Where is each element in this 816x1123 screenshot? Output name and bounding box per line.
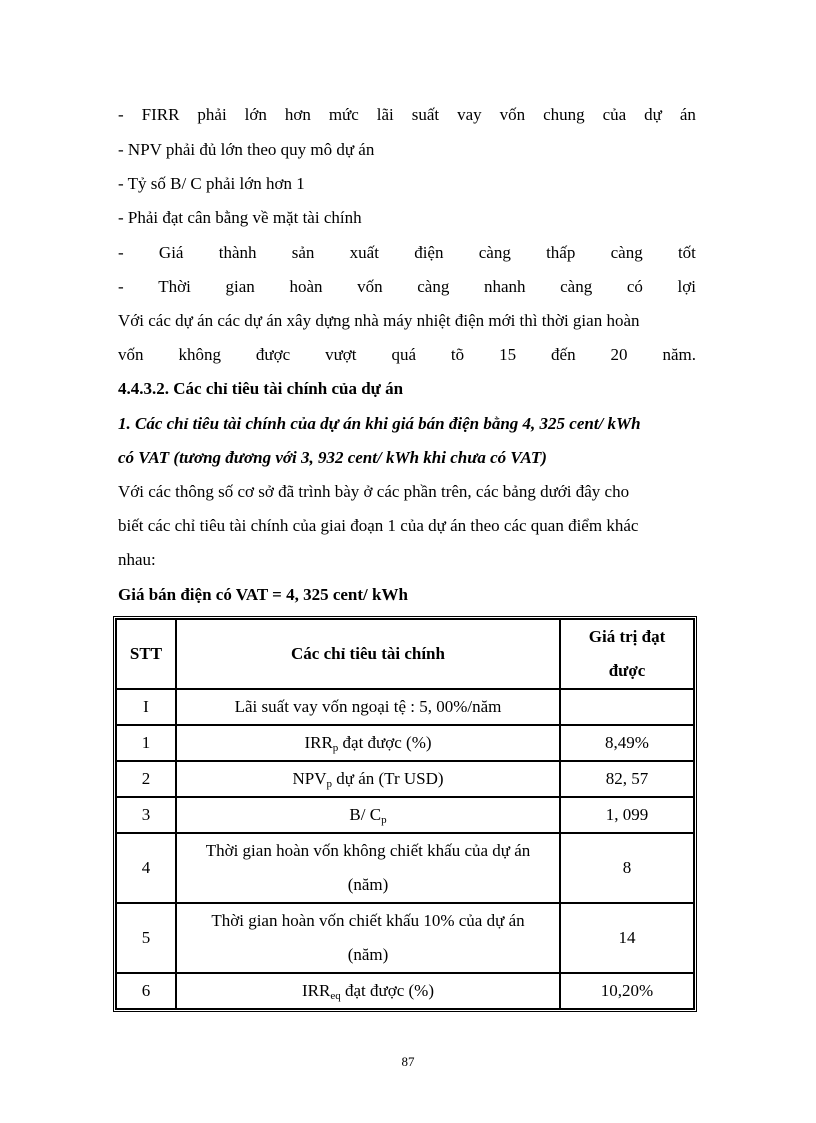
indicator-line: (năm)	[347, 875, 389, 894]
word: được	[255, 345, 291, 364]
indicator-symbol: IRR	[302, 981, 331, 1000]
subsection-heading: có VAT (tương đương với 3, 932 cent/ kWh khi chưa có VAT)	[118, 448, 547, 467]
cell-indicator	[176, 761, 560, 797]
word: án	[679, 105, 696, 124]
word: càng	[478, 243, 511, 262]
cell-value: 82, 57	[560, 761, 694, 797]
word: -	[118, 243, 124, 262]
bullet-financial-balance: - Phải đạt cân bằng về mặt tài chính	[118, 208, 362, 227]
indicator-text: đạt được (%)	[340, 981, 434, 1000]
word: 15	[499, 345, 517, 364]
table-row	[116, 689, 694, 725]
table-header-row	[116, 619, 694, 689]
word: Giá	[158, 243, 184, 262]
word: điện	[414, 243, 444, 262]
word: vay	[457, 105, 482, 124]
word: hoàn	[289, 277, 323, 296]
word: FIRR	[141, 105, 180, 124]
table-row	[116, 725, 694, 761]
indicator-line: Thời gian hoàn vốn chiết khấu 10% của dự án	[211, 911, 525, 930]
word: vốn	[118, 345, 144, 364]
section-heading: 4.4.3.2. Các chỉ tiêu tài chính của dự án	[118, 379, 404, 398]
word: -	[118, 105, 124, 124]
indicator-line: Thời gian hoàn vốn không chiết khấu của dự án	[205, 841, 531, 860]
word: gian	[225, 277, 255, 296]
word: càng	[560, 277, 593, 296]
word: 20	[610, 345, 628, 364]
word: đến	[551, 345, 576, 364]
cell-indicator	[176, 973, 560, 1009]
word: của	[602, 105, 627, 124]
indicator-subscript: p	[332, 742, 339, 754]
paragraph-line	[118, 344, 696, 366]
word: dự	[644, 105, 662, 124]
word: chung	[543, 105, 585, 124]
cell-value: 8,49%	[560, 725, 694, 761]
cell-indicator	[176, 725, 560, 761]
word: lợi	[677, 277, 696, 296]
word: lớn	[244, 105, 267, 124]
word: không	[178, 345, 221, 364]
subsection-heading: 1. Các chỉ tiêu tài chính của dự án khi giá bán điện bằng 4, 325 cent/ kWh	[118, 414, 641, 433]
bullet-bc-ratio: - Tỷ số B/ C phải lớn hơn 1	[118, 174, 305, 193]
cell-value: 1, 099	[560, 797, 694, 833]
cell-indicator	[176, 797, 560, 833]
word: vượt	[325, 345, 357, 364]
word: vốn	[499, 105, 526, 124]
header-value-line: được	[608, 661, 646, 680]
cell-value	[560, 689, 694, 725]
cell-stt: 5	[116, 903, 176, 973]
cell-stt: 2	[116, 761, 176, 797]
cell-stt: 3	[116, 797, 176, 833]
table-row	[116, 797, 694, 833]
bullet-firr	[118, 104, 696, 126]
table-row	[116, 973, 694, 1009]
word: quá	[391, 345, 416, 364]
word: mức	[328, 105, 359, 124]
cell-indicator	[176, 903, 560, 973]
indicator-subscript: eq	[330, 990, 341, 1002]
word: suất	[411, 105, 440, 124]
word: -	[118, 277, 124, 296]
word: vốn	[357, 277, 383, 296]
table-row	[116, 761, 694, 797]
word: hơn	[284, 105, 311, 124]
cell-value: 8	[560, 833, 694, 903]
financial-indicators-table	[113, 616, 697, 1012]
page-number: 87	[401, 1054, 415, 1069]
cell-stt: 1	[116, 725, 176, 761]
cell-indicator: Lãi suất vay vốn ngoại tệ : 5, 00%/năm	[176, 689, 560, 725]
bullet-production-cost	[118, 242, 696, 264]
paragraph-line: biết các chỉ tiêu tài chính của giai đoạn 1 của dự án theo các quan điểm khác	[118, 516, 639, 535]
table-row	[116, 903, 694, 973]
cell-stt: 6	[116, 973, 176, 1009]
word: Thời	[158, 277, 191, 296]
header-stt: STT	[116, 619, 176, 689]
word: phải	[197, 105, 227, 124]
cell-stt: 4	[116, 833, 176, 903]
word: tốt	[677, 243, 696, 262]
indicator-line: (năm)	[347, 945, 389, 964]
word: năm.	[662, 345, 696, 364]
bullet-npv: - NPV phải đủ lớn theo quy mô dự án	[118, 140, 375, 159]
word: xuất	[349, 243, 379, 262]
indicator-subscript: p	[326, 778, 332, 790]
indicator-text: dự án (Tr USD)	[331, 769, 444, 788]
header-value-line: Giá trị đạt	[588, 627, 666, 646]
bullet-payback-time	[118, 276, 696, 298]
paragraph-line: Với các thông số cơ sở đã trình bày ở các phần trên, các bảng dưới đây cho	[118, 482, 630, 501]
indicator-symbol: B/ C	[349, 805, 382, 824]
indicator-symbol: NPV	[292, 769, 327, 788]
indicator-text: đạt được (%)	[338, 733, 432, 752]
word: nhanh	[483, 277, 526, 296]
indicator-symbol: IRR	[304, 733, 333, 752]
header-value	[560, 619, 694, 689]
cell-value: 10,20%	[560, 973, 694, 1009]
cell-indicator	[176, 833, 560, 903]
paragraph-line: nhau:	[118, 550, 156, 569]
table-row	[116, 833, 694, 903]
word: càng	[417, 277, 450, 296]
word: lãi	[376, 105, 394, 124]
word: càng	[610, 243, 643, 262]
header-indicator: Các chỉ tiêu tài chính	[176, 619, 560, 689]
word: tõ	[450, 345, 465, 364]
table-caption: Giá bán điện có VAT = 4, 325 cent/ kWh	[118, 585, 408, 604]
indicator-subscript: p	[381, 814, 387, 826]
word: sản	[291, 243, 315, 262]
word: thành	[218, 243, 257, 262]
cell-stt: I	[116, 689, 176, 725]
paragraph-line: Với các dự án các dự án xây dựng nhà máy nhiệt điện mới thì thời gian hoàn	[118, 311, 640, 330]
cell-value: 14	[560, 903, 694, 973]
word: có	[626, 277, 643, 296]
word: thấp	[546, 243, 576, 262]
